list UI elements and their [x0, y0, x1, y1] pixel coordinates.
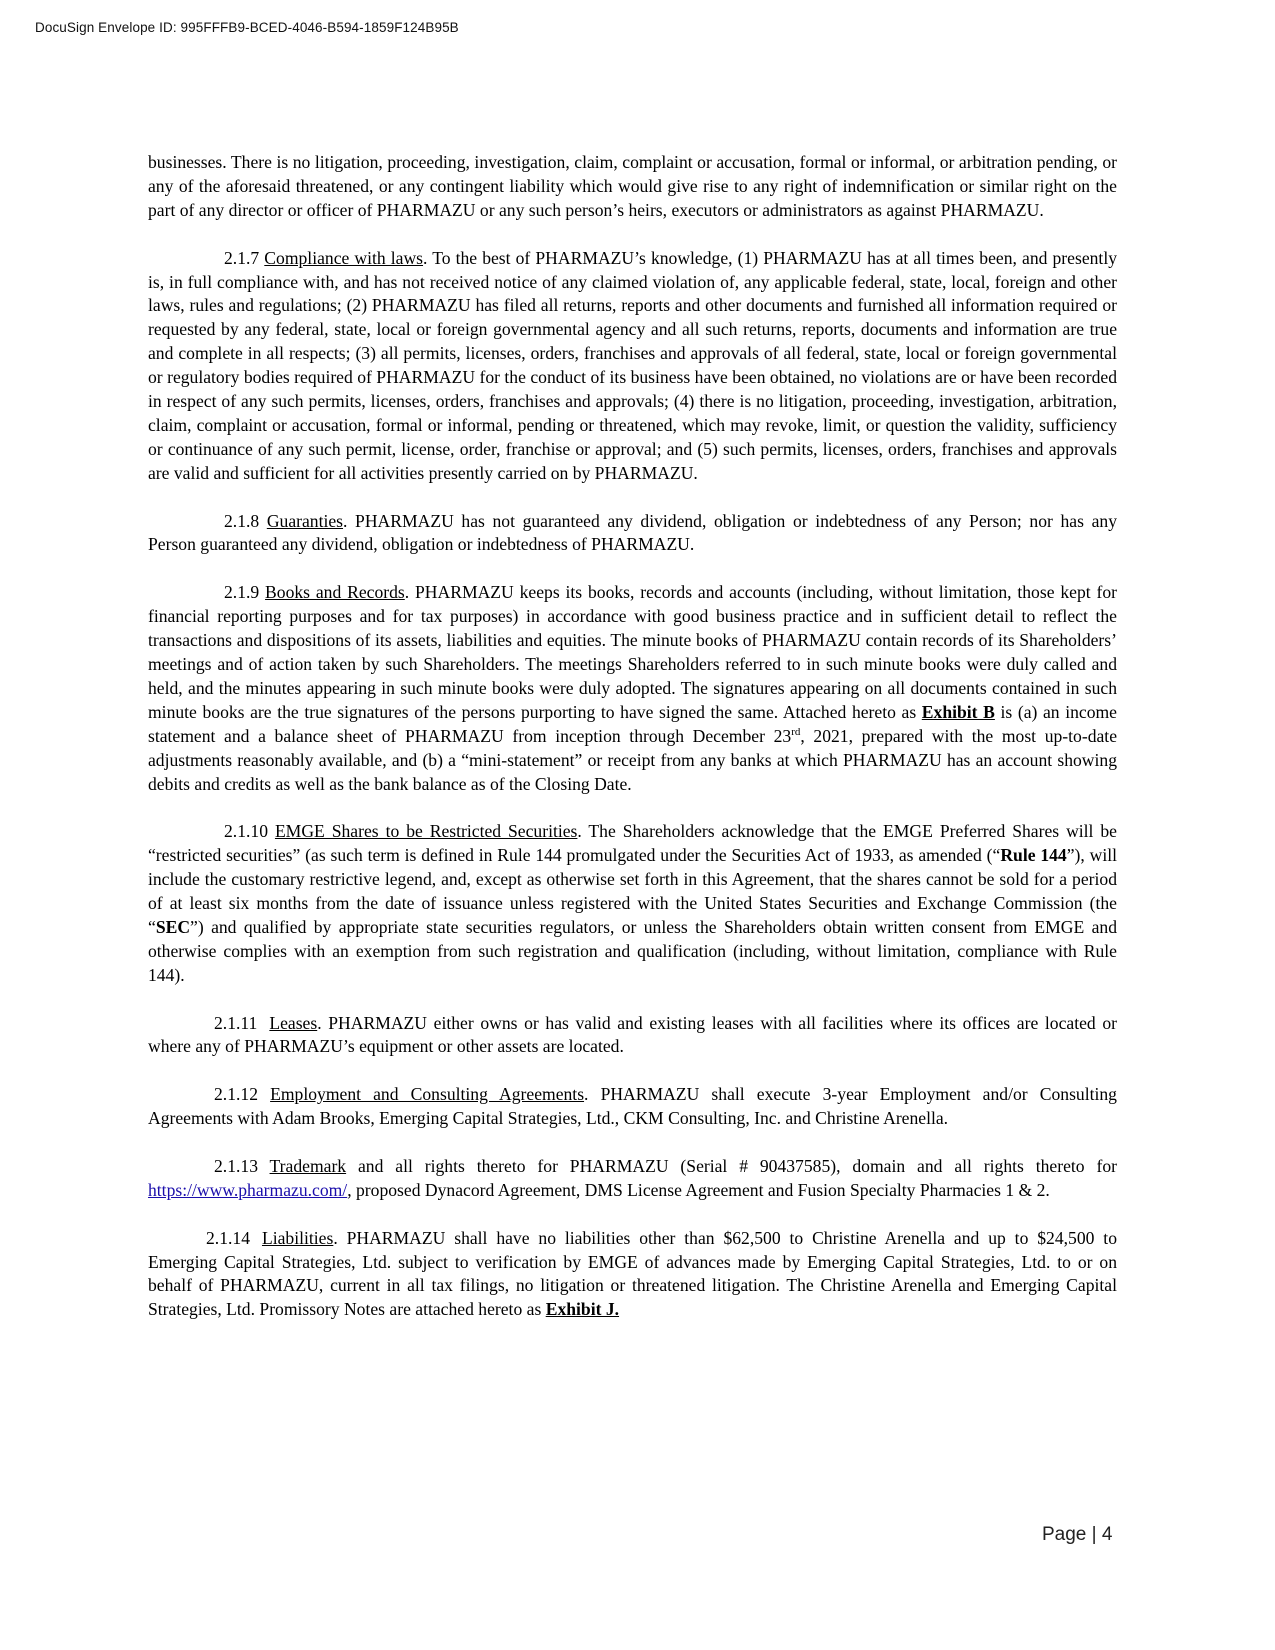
section-2-1-9 — [148, 581, 1117, 796]
document-body — [148, 151, 1117, 1346]
section-body: . To the best of PHARMAZU’s knowledge, (1) PHARMAZU has at all times been, and presently is, in full compliance with, and has not received notice of any claimed violation of, any applicable federal, state, local, foreign and other laws, rules and regulations; (2) PHARMAZU has filed all returns, reports and other documents and furnished all information required or requested by any federal, state, local or foreign governmental agency and all such returns, reports, documents and information are true and complete in all respects; (3) all permits, licenses, orders, franchises and approvals of all federal, state, local or foreign governmental or regulatory bodies required of PHARMAZU for the conduct of its business have been obtained, no violations are or have been recorded in respect of any such permits, licenses, orders, franchises and approvals; (4) there is no litigation, proceeding, investigation, arbitration, claim, complaint or accusation, formal or informal, pending or threatened, which may revoke, limit, or question the validity, sufficiency or continuance of any such permit, license, order, franchise or approval; and (5) such permits, licenses, orders, franchises and approvals are valid and sufficient for all activities presently carried on by PHARMAZU. — [148, 247, 1118, 483]
section-2-1-8 — [148, 510, 1117, 558]
section-body: . PHARMAZU keeps its books, records and accounts (including, without limitation, those kept for financial reporting purposes and for tax purposes) in accordance with good business practice and in sufficient detail to reflect the transactions and dispositions of its assets, liabilities and equities. The minute books of PHARMAZU contain records of its Shareholders’ meetings and of action taken by such Shareholders. The meetings Shareholders referred to in such minute books were duly called and held, and the minutes appearing in such minute books were duly adopted. The signatures appearing on all documents contained in such minute books are the true signatures of the persons purporting to have signed the same. Attached hereto as — [148, 582, 1118, 722]
exhibit-j-reference: Exhibit J. — [545, 1299, 620, 1320]
section-body: . The Shareholders acknowledge that the EMGE Preferred Shares will be “restricted securities” (as such term is defined in Rule 144 promulgated under the Securities Act of 1933, as amended (“ — [148, 821, 1117, 866]
section-body: is (a) an income statement and a balance sheet of PHARMAZU from inception through December 23 — [148, 701, 1117, 746]
section-2-1-13 — [148, 1155, 1117, 1203]
section-body: , proposed Dynacord Agreement, DMS License Agreement and Fusion Specialty Pharmacies 1 & 2. — [347, 1179, 1050, 1200]
section-heading: Liabilities — [261, 1227, 334, 1248]
section-heading: Guaranties — [266, 510, 344, 531]
section-number: 2.1.11 — [214, 1012, 258, 1033]
section-heading: Employment and Consulting Agreements — [270, 1084, 585, 1105]
section-number: 2.1.8 — [224, 510, 267, 531]
section-2-1-11 — [148, 1012, 1117, 1060]
section-heading: Trademark — [269, 1155, 347, 1176]
section-heading: EMGE Shares to be Restricted Securities — [274, 821, 578, 842]
section-number: 2.1.12 — [214, 1084, 271, 1105]
rule-144-term: Rule 144 — [1000, 845, 1067, 866]
section-number: 2.1.7 — [224, 247, 265, 268]
section-number: 2.1.14 — [206, 1227, 250, 1248]
exhibit-b-reference: Exhibit B — [921, 701, 995, 722]
section-2-1-12 — [148, 1083, 1117, 1131]
page-number: Page | 4 — [1042, 1524, 1113, 1545]
section-body: , 2021, prepared with the most up-to-date adjustments reasonably available, and (b) a “mini-statement” or receipt from any banks at which PHARMAZU has an account showing debits and credits as well as the bank balance as of the Closing Date. — [148, 725, 1117, 794]
sec-term: SEC — [155, 916, 191, 937]
section-number: 2.1.13 — [214, 1155, 270, 1176]
section-number: 2.1.9 — [224, 582, 266, 603]
section-body: . PHARMAZU either owns or has valid and existing leases with all facilities where its offices are located or where any of PHARMAZU’s equipment or other assets are located. — [148, 1012, 1117, 1057]
section-2-1-14 — [148, 1227, 1117, 1323]
paragraph-continuation: businesses. There is no litigation, proceeding, investigation, claim, complaint or accusation, formal or informal, or arbitration pending, or any of the aforesaid threatened, or any contingent liability which would give rise to any right of indemnification or similar right on the part of any director or officer of PHARMAZU or any such person’s heirs, executors or administrators as against PHARMAZU. — [148, 152, 1117, 220]
ordinal-suffix: rd — [791, 725, 801, 738]
section-2-1-7 — [148, 247, 1117, 486]
section-body: . PHARMAZU shall execute 3-year Employment and/or Consulting Agreements with Adam Brooks, Emerging Capital Strategies, Ltd., CKM Consulting, Inc. and Christine Arenella. — [148, 1084, 1117, 1129]
section-body: . PHARMAZU shall have no liabilities other than $62,500 to Christine Arenella and up to $24,500 to Emerging Capital Strategies, Ltd. subject to verification by EMGE of advances made by Emerging Capital Strategies, Ltd. to or on behalf of PHARMAZU, current in all tax filings, no litigation or threatened litigation. The Christine Arenella and Emerging Capital Strategies, Ltd. Promissory Notes are attached hereto as — [148, 1227, 1117, 1320]
section-body: ”), will include the customary restrictive legend, and, except as otherwise set forth in this Agreement, that the shares cannot be sold for a period of at least six months from the date of issuance unless registered with the United States Securities and Exchange Commission (the “ — [148, 845, 1117, 937]
pharmazu-website-link[interactable]: https://www.pharmazu.com/ — [148, 1179, 348, 1200]
section-body: ”) and qualified by appropriate state securities regulators, or unless the Shareholders obtain written consent from EMGE and otherwise complies with an exemption from such registration and qualification (including, without limitation, compliance with Rule 144). — [148, 916, 1117, 985]
section-heading: Leases — [269, 1012, 318, 1033]
section-2-1-10 — [148, 820, 1117, 987]
docusign-envelope-id: DocuSign Envelope ID: 995FFFB9-BCED-4046-B594-1859F124B95B — [35, 20, 459, 35]
section-heading: Compliance with laws — [264, 247, 424, 268]
section-body: . PHARMAZU has not guaranteed any dividend, obligation or indebtedness of any Person; nor has any Person guaranteed any dividend, obligation or indebtedness of PHARMAZU. — [148, 510, 1117, 555]
section-body: and all rights thereto for PHARMAZU (Serial # 90437585), domain and all rights thereto for — [346, 1155, 1117, 1176]
section-number: 2.1.10 — [224, 821, 275, 842]
section-heading: Books and Records — [265, 582, 405, 603]
